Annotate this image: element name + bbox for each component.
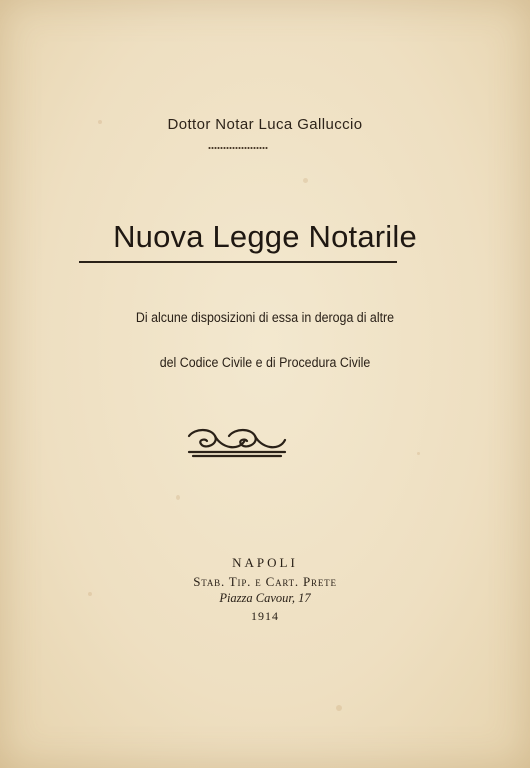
foxing-spot: [336, 705, 342, 711]
foxing-spot: [417, 452, 420, 455]
foxing-spot: [303, 178, 308, 183]
double-scroll-ornament-icon: [185, 426, 289, 460]
author-name: Dottor Notar Luca Galluccio: [167, 116, 363, 133]
imprint-year: 1914: [251, 609, 279, 623]
subtitle-line-2: del Codice Civile e di Procedura Civile: [159, 355, 371, 370]
imprint-city: NAPOLI: [232, 555, 298, 570]
book-title: Nuova Legge Notarile: [113, 219, 417, 254]
subtitle-line-1: Di alcune disposizioni di essa in deroga di altre: [135, 310, 395, 325]
dotted-separator: [208, 146, 268, 150]
foxing-spot: [176, 495, 180, 500]
imprint-printer: Stab. Tip. e Cart. Prete: [193, 574, 337, 589]
imprint-address: Piazza Cavour, 17: [219, 591, 311, 605]
title-underline: [79, 261, 397, 263]
